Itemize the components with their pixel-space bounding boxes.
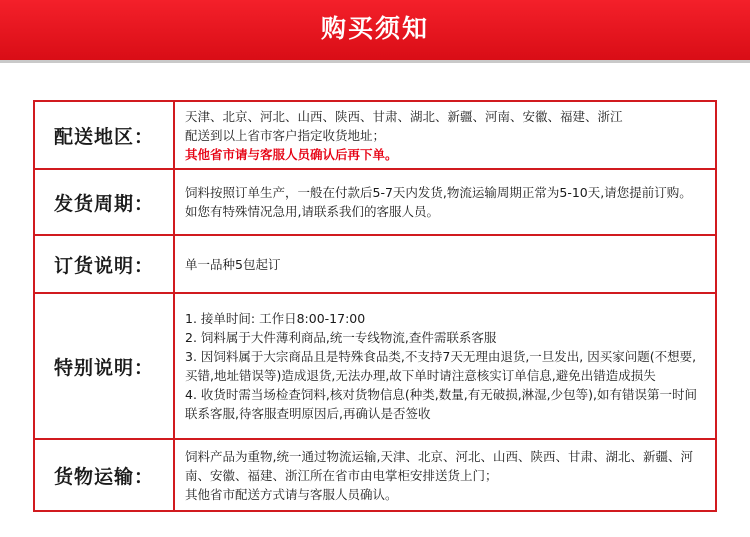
section-content-delivery-area [175, 102, 715, 168]
section-label-delivery-area: 配送地区： [35, 102, 175, 168]
shipping-cycle-line-1: 饲料按照订单生产，一般在付款后5-7天内发货,物流运输周期正常为5-10天,请您提前订购。 [185, 185, 692, 200]
page-title: 购买须知 [320, 14, 429, 43]
purchase-notice-table [33, 100, 717, 512]
section-content-freight [175, 440, 715, 510]
special-notes-line-4: 4. 收货时需当场检查饲料,核对货物信息(种类,数量,有无破损,淋湿,少包等),如有错误第一时间联系客服,待客服查明原因后,再确认是否签收 [185, 387, 697, 421]
special-notes-line-1: 1. 接单时间: 工作日8:00-17:00 [185, 311, 366, 326]
section-freight [35, 440, 715, 510]
section-label-order-notes: 订货说明： [35, 236, 175, 292]
section-content-order-notes [175, 236, 715, 292]
freight-line-1: 饲料产品为重物,统一通过物流运输,天津、北京、河北、山西、陕西、甘肃、湖北、新疆、河南、安徽、福建、浙江所在省市由电掌柜安排送货上门； [185, 448, 693, 483]
delivery-area-line-2: 配送到以上省市客户指定收货地址； [185, 127, 386, 143]
delivery-area-highlight: 其他省市请与客服人员确认后再下单。 [185, 146, 398, 162]
section-label-freight: 货物运输： [35, 440, 175, 510]
shipping-cycle-line-2: 如您有特殊情况急用,请联系我们的客服人员。 [185, 204, 439, 219]
freight-line-2: 其他省市配送方式请与客服人员确认。 [185, 486, 398, 502]
section-shipping-cycle [35, 170, 715, 236]
section-content-shipping-cycle [175, 170, 715, 234]
section-content-special-notes [175, 294, 715, 438]
delivery-area-line-1: 天津、北京、河北、山西、陕西、甘肃、湖北、新疆、河南、安徽、福建、浙江 [185, 108, 623, 124]
order-notes-line-1: 单一品种5包起订 [185, 256, 281, 272]
special-notes-line-2: 2. 饲料属于大件薄利商品,统一专线物流,查件需联系客服 [185, 330, 497, 345]
section-special-notes [35, 294, 715, 440]
special-notes-line-3: 3. 因饲料属于大宗商品且是特殊食品类,不支持7天无理由退货,一旦发出, 因买家问题(不想要,买错,地址错误等)造成退货,无法办理,故下单时请注意核实订单信息,避免出错造成损失 [185, 349, 697, 383]
section-order-notes [35, 236, 715, 294]
section-label-shipping-cycle: 发货周期： [35, 170, 175, 234]
section-delivery-area [35, 102, 715, 170]
header-banner [0, 0, 750, 63]
section-label-special-notes: 特别说明： [35, 294, 175, 438]
